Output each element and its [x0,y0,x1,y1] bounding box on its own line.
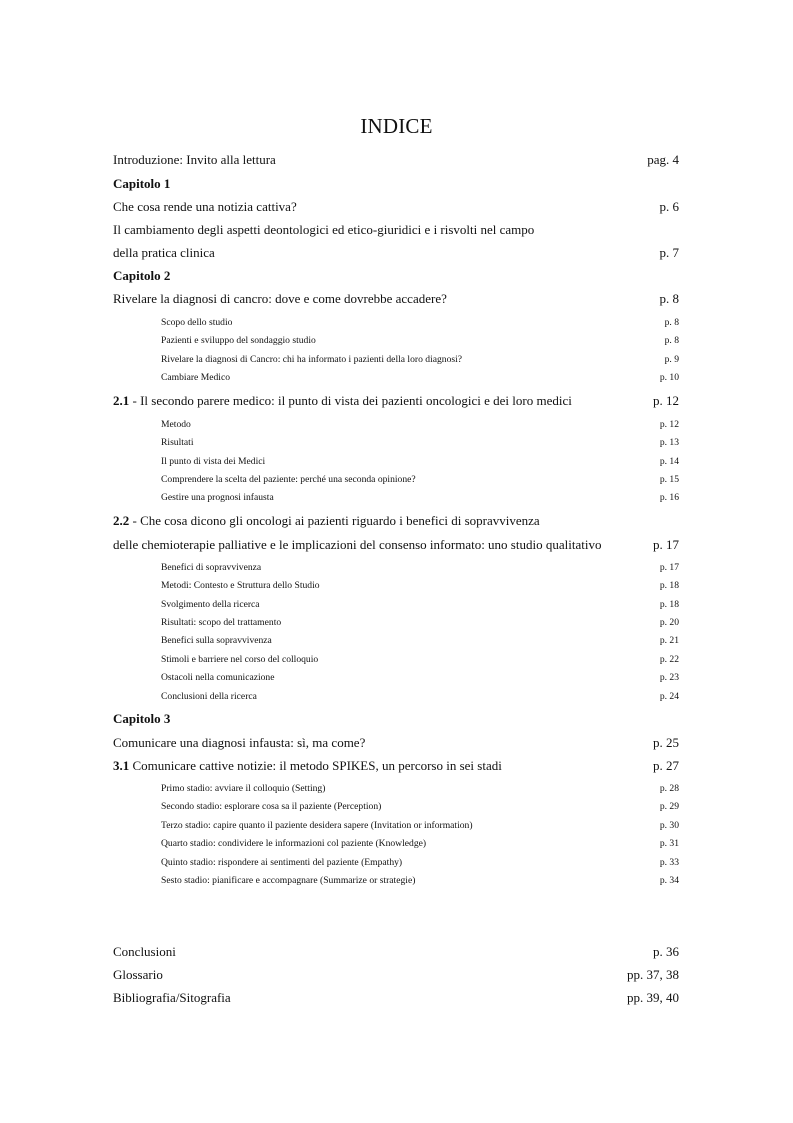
toc-subentry-text: Pazienti e sviluppo del sondaggio studio [161,335,316,346]
toc-subentry-page: p. 13 [659,437,679,448]
toc-subentry-text: Primo stadio: avviare il colloquio (Setting) [161,783,326,794]
section-entry-text [113,391,572,411]
toc-subentry-text: Quarto stadio: condividere le informazioni col paziente (Knowledge) [161,838,427,849]
toc-subentry-page: p. 33 [659,857,679,868]
toc-entry-text: della pratica clinica [113,245,215,260]
toc-subentry-page: p. 24 [659,691,679,702]
chapter-heading [113,709,679,729]
toc-subentry-page: p. 31 [659,838,679,849]
toc-entry-page: pp. 37, 38 [627,967,679,982]
toc-subentry [113,434,679,454]
chapter-heading [113,266,679,286]
section-entry-text [113,756,502,776]
chapter-heading [113,174,679,194]
toc-subentry [113,669,679,689]
toc-subentry [113,453,679,473]
toc-subentry-text: Metodo [161,419,191,430]
toc-entry [113,220,679,240]
toc-subentry-text: Comprendere la scelta del paziente: perché una seconda opinione? [161,474,416,485]
toc-subentry-text: Terzo stadio: capire quanto il paziente desidera sapere (Invitation or information) [161,820,473,831]
toc-entry [113,289,679,309]
toc-subentry [113,332,679,352]
section-entry [113,756,679,776]
chapter-heading-text: Capitolo 2 [113,268,171,283]
toc-subentry-text: Cambiare Medico [161,372,230,383]
section-number: 2.2 [113,513,130,528]
toc-entry-page: p. 7 [659,245,679,260]
toc-subentry-text: Quinto stadio: rispondere ai sentimenti del paziente (Empathy) [161,857,403,868]
toc-subentry-page: p. 18 [659,580,679,591]
toc-subentry-page: p. 28 [659,783,679,794]
toc-subentry-text: Benefici sulla sopravvivenza [161,635,272,646]
toc-subentry-text: Svolgimento della ricerca [161,599,260,610]
toc-subentry-text: Scopo dello studio [161,317,233,328]
toc-subentry-text: Risultati: scopo del trattamento [161,617,282,628]
toc-subentry-page: p. 16 [659,492,679,503]
toc-entry-page: pag. 4 [647,152,679,167]
toc-subentry-page: p. 17 [659,562,679,573]
chapter-heading-text: Capitolo 3 [113,711,171,726]
toc-subentry-page: p. 9 [664,354,679,365]
toc-subentry-page: p. 18 [659,599,679,610]
section-entry [113,511,679,531]
toc-subentry-text: Benefici di sopravvivenza [161,562,262,573]
toc-subentry [113,854,679,874]
toc-entry-text: Introduzione: Invito alla lettura [113,152,276,167]
section-entry-text [113,511,540,531]
toc-subentry-page: p. 29 [659,801,679,812]
toc-entry-text: Comunicare una diagnosi infausta: sì, ma come? [113,735,366,750]
toc-subentry-page: p. 14 [659,456,679,467]
toc-entry-page: p. 6 [659,199,679,214]
toc-subentry [113,559,679,579]
toc-entry [113,197,679,217]
toc-entry-text: Che cosa rende una notizia cattiva? [113,199,297,214]
toc-entry-page: p. 25 [653,735,679,750]
toc-entry [113,733,679,753]
toc-subentry [113,688,679,708]
section-title: - Il secondo parere medico: il punto di vista dei pazienti oncologici e dei loro medici [129,393,572,408]
toc-subentry-page: p. 10 [659,372,679,383]
toc-entry-text: Bibliografia/Sitografia [113,990,231,1005]
section-entry-page: p. 27 [653,758,679,773]
toc-subentry-text: Il punto di vista dei Medici [161,456,266,467]
toc-subentry [113,351,679,371]
toc-subentry-page: p. 15 [659,474,679,485]
toc-entry [113,243,679,263]
toc-subentry-page: p. 12 [659,419,679,430]
page-title: INDICE [360,114,433,138]
toc-subentry [113,596,679,616]
toc-subentry [113,651,679,671]
toc-subentry-page: p. 8 [664,317,679,328]
toc-entry-page: pp. 39, 40 [627,990,679,1005]
toc-subentry-page: p. 34 [659,875,679,886]
toc-subentry [113,872,679,892]
toc-subentry [113,780,679,800]
section-entry-page: p. 12 [653,393,679,408]
toc-subentry [113,489,679,509]
toc-subentry [113,577,679,597]
toc-subentry-text: Stimoli e barriere nel corso del colloquio [161,654,319,665]
toc-subentry-page: p. 8 [664,335,679,346]
toc-entry-text: Conclusioni [113,944,176,959]
toc-subentry [113,369,679,389]
toc-entry [113,535,679,555]
toc-entry [113,988,679,1008]
toc-subentry [113,798,679,818]
toc-subentry-text: Conclusioni della ricerca [161,691,257,702]
section-title: - Che cosa dicono gli oncologi ai pazienti riguardo i benefici di sopravvivenza [129,513,540,528]
toc-entry-page: p. 8 [659,291,679,306]
section-entry [113,391,679,411]
toc-subentry-page: p. 20 [659,617,679,628]
toc-subentry [113,471,679,491]
toc-entry [113,942,679,962]
toc-subentry [113,614,679,634]
toc-entry-text: Il cambiamento degli aspetti deontologici ed etico-giuridici e i risvolti nel campo [113,222,535,237]
toc-subentry [113,835,679,855]
toc-entry-text: delle chemioterapie palliative e le implicazioni del consenso informato: uno studio qualitativo [113,537,602,552]
toc-entry [113,965,679,985]
toc-entry-page: p. 36 [653,944,679,959]
toc-subentry [113,817,679,837]
toc-subentry-text: Sesto stadio: pianificare e accompagnare (Summarize or strategie) [161,875,416,886]
toc-subentry-page: p. 22 [659,654,679,665]
toc-entry [113,150,679,170]
toc-subentry-page: p. 30 [659,820,679,831]
toc-subentry [113,314,679,334]
toc-subentry-text: Metodi: Contesto e Struttura dello Studio [161,580,320,591]
toc-subentry-text: Rivelare la diagnosi di Cancro: chi ha informato i pazienti della loro diagnosi? [161,354,463,365]
chapter-heading-text: Capitolo 1 [113,176,171,191]
toc-entry-text: Glossario [113,967,163,982]
section-number: 2.1 [113,393,130,408]
toc-subentry-page: p. 21 [659,635,679,646]
toc-entry-page: p. 17 [653,537,679,552]
toc-entry-text: Rivelare la diagnosi di cancro: dove e come dovrebbe accadere? [113,291,447,306]
toc-subentry-text: Secondo stadio: esplorare cosa sa il paziente (Perception) [161,801,382,812]
section-title: Comunicare cattive notizie: il metodo SPIKES, un percorso in sei stadi [129,758,502,773]
toc-subentry-page: p. 23 [659,672,679,683]
toc-subentry-text: Risultati [161,437,194,448]
section-number: 3.1 [113,758,130,773]
toc-subentry [113,416,679,436]
toc-subentry [113,632,679,652]
toc-subentry-text: Gestire una prognosi infausta [161,492,274,503]
toc-subentry-text: Ostacoli nella comunicazione [161,672,275,683]
